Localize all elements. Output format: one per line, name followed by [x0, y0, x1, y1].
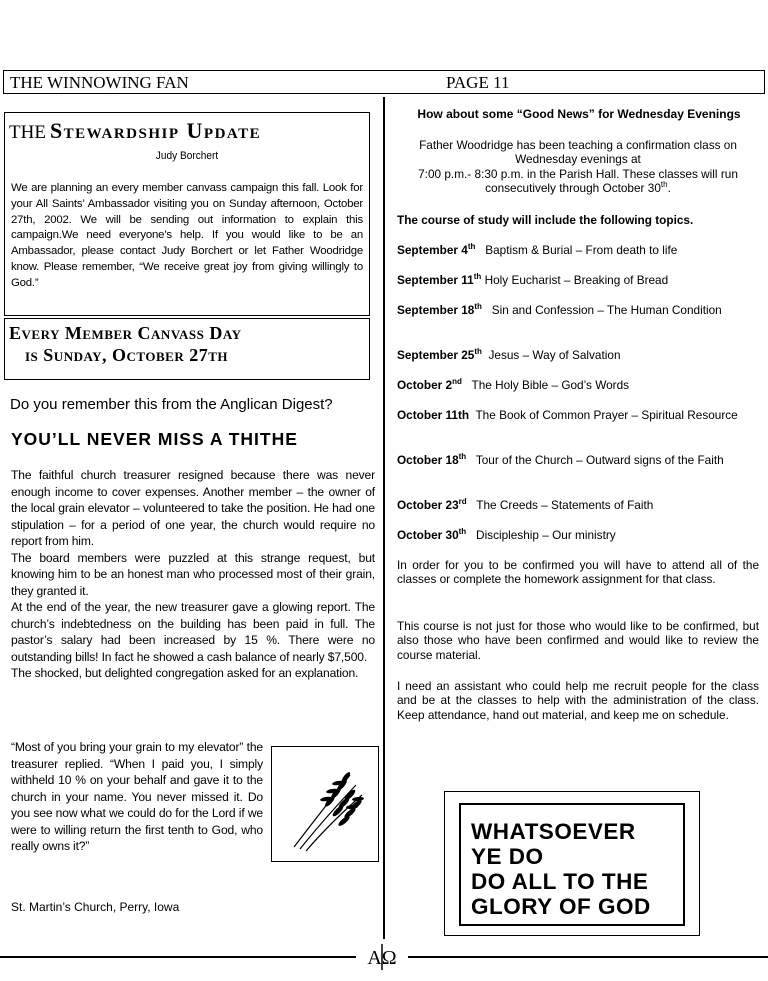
canvass-line-1: Every Member Canvass Day: [9, 323, 242, 343]
wednesday-intro-text: 7:00 p.m.- 8:30 p.m. in the Parish Hall. These classes will run consecutively through October 30: [418, 166, 738, 196]
topic-item: [397, 408, 759, 423]
wheat-illustration: [271, 746, 379, 862]
topic-title: Discipleship – Our ministry: [476, 528, 616, 542]
stewardship-title: [9, 118, 261, 144]
topic-item: [397, 453, 759, 468]
canvass-day-box: [4, 318, 370, 380]
tithe-paragraph: The shocked, but delighted congregation asked for an explanation.: [11, 666, 359, 680]
stewardship-title-the: THE: [9, 122, 46, 143]
topic-date: October 2nd: [397, 377, 462, 392]
footer-rule-left: [0, 956, 356, 958]
course-intro: The course of study will include the following topics.: [397, 213, 694, 227]
wednesday-intro-end: .: [667, 181, 671, 196]
plaque-line: WHATSOEVER: [471, 819, 636, 844]
topic-item: [397, 243, 759, 258]
wednesday-intro: [397, 138, 759, 196]
alpha-omega-icon: [357, 942, 407, 972]
tithe-article-body: [11, 467, 375, 682]
topic-title: Baptism & Burial – From death to life: [485, 243, 678, 257]
topic-date: September 4th: [397, 242, 476, 257]
plaque-line: DO ALL TO THE: [471, 869, 649, 894]
stewardship-box: [4, 112, 370, 316]
topic-title: Sin and Confession – The Human Condition: [491, 303, 722, 317]
tithe-intro: Do you remember this from the Anglican Digest?: [10, 396, 333, 413]
tithe-paragraph: The faithful church treasurer resigned because there was never enough income to cover expenses. Another member – the owner of the local grain elevator – volunteered to take the position. He had one stipulation – for a period of one year, the church would require no report from him.: [11, 468, 375, 548]
topic-date: October 18th: [397, 452, 467, 467]
wednesday-heading: How about some “Good News” for Wednesday Evenings: [417, 107, 741, 121]
alpha-omega-logo-text: AΩ: [367, 947, 397, 969]
topic-date: October 23rd: [397, 497, 467, 512]
topic-title: Tour of the Church – Outward signs of the Faith: [475, 453, 724, 467]
column-divider: [383, 97, 385, 939]
topic-date: September 11th: [397, 272, 482, 287]
stewardship-title-main: Stewardship Update: [49, 118, 262, 143]
tithe-paragraph: The board members were puzzled at this strange request, but knowing him to be an honest man who processed most of their grain, they granted it.: [11, 550, 375, 598]
topic-item: [397, 303, 759, 318]
topic-item: [397, 528, 759, 543]
wednesday-intro-sup: th: [660, 180, 668, 190]
wednesday-intro-line-b: [397, 167, 759, 196]
plaque-line: GLORY OF GOD: [471, 894, 651, 919]
footer-rule-right: [408, 956, 768, 958]
page-header: [3, 70, 765, 94]
topic-title: Jesus – Way of Salvation: [488, 348, 621, 362]
confirmation-requirement: In order for you to be confirmed you will have to attend all of the classes or complete the homework assignment for that class.: [397, 558, 759, 587]
tithe-paragraph-quote: “Most of you bring your grain to my elevator” the treasurer replied. “When I paid you, I simply withheld 10 % on your behalf and gave it to the church in your name. You never missed it. Do you see now what we could do for the Lord if we were to willing return the first tenth to God, who really owns it?”: [11, 740, 263, 853]
newsletter-title: THE WINNOWING FAN: [10, 73, 189, 92]
topic-date: October 11th: [397, 408, 470, 422]
scripture-plaque: [444, 791, 700, 936]
scripture-plaque-text: [459, 803, 685, 926]
topic-item: [397, 498, 759, 513]
topic-title: The Creeds – Statements of Faith: [476, 498, 654, 512]
course-audience: This course is not just for those who would like to be confirmed, but also those who have been confirmed and would like to review the course material.: [397, 619, 759, 662]
topic-title: Holy Eucharist – Breaking of Bread: [484, 273, 669, 287]
topic-item: [397, 378, 759, 393]
stewardship-author: Judy Borchert: [155, 150, 219, 162]
plaque-line: YE DO: [471, 844, 544, 869]
topic-item: [397, 273, 759, 288]
tithe-source: St. Martin’s Church, Perry, Iowa: [11, 900, 180, 914]
topic-title: The Holy Bible – God’s Words: [471, 378, 630, 392]
canvass-line-2: is Sunday, October 27th: [25, 345, 228, 365]
topic-date: September 18th: [397, 302, 482, 317]
tithe-paragraph: At the end of the year, the new treasurer gave a glowing report. The church’s indebtedness on the building has been paid in full. The pastor’s salary had been increased by 15 %. There were no outstanding bills! In fact he showed a cash balance of nearly $7,500.: [11, 600, 375, 664]
topic-date: October 30th: [397, 527, 467, 542]
topic-date: September 25th: [397, 347, 482, 362]
page-number: PAGE 11: [446, 73, 510, 92]
wheat-icon: [272, 747, 378, 861]
assistant-request: I need an assistant who could help me recruit people for the class and be at the classes to help with the administration of the class. Keep attendance, hand out material, and keep me on schedule.: [397, 679, 759, 722]
wednesday-intro-line-a: Father Woodridge has been teaching a confirmation class on Wednesday evenings at: [419, 138, 737, 167]
stewardship-body: We are planning an every member canvass campaign this fall. Look for your All Saints’ Ambassador visiting you on Sunday afternoon, October 27th, 2002. We will be sending out information to explain this campaign.We need everyone’s help. If you would like to be an Ambassador, please contact Judy Borchert or let Father Woodridge know. Please remember, “We receive great joy from giving willingly to God.”: [11, 182, 363, 289]
topic-item: [397, 348, 759, 363]
tithe-heading: YOU’LL NEVER MISS A THITHE: [11, 429, 298, 449]
topic-title: The Book of Common Prayer – Spiritual Resource: [475, 408, 738, 422]
